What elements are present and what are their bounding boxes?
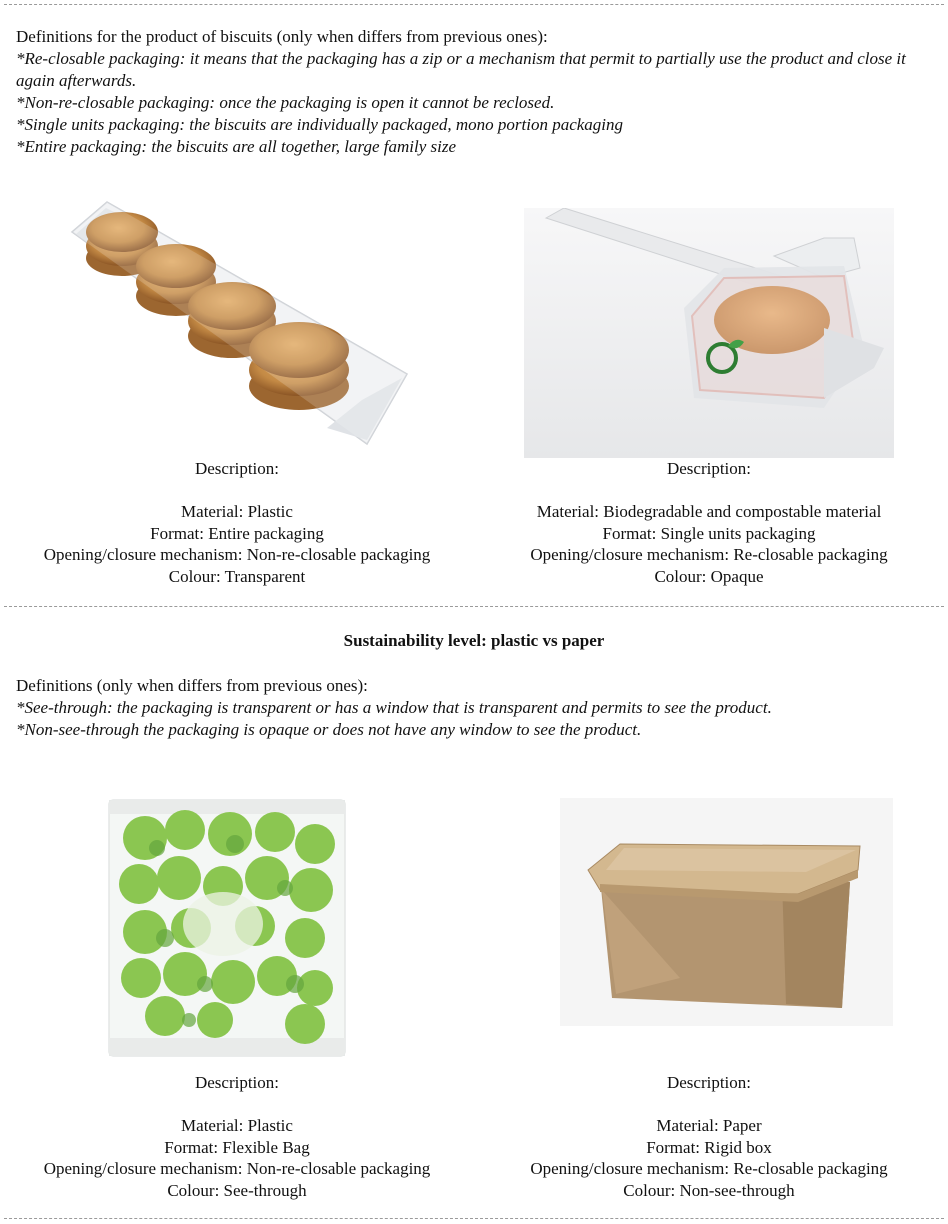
mechanism-text: Opening/closure mechanism: Re-closable packaging [530,545,888,564]
definition-entire-packaging: *Entire packaging: the biscuits are all together, large family size [16,137,457,156]
material-text: Material: Biodegradable and compostable material [536,502,882,521]
mechanism-text: Opening/closure mechanism: Non-re-closable packaging [43,545,431,564]
option4-description [474,1072,944,1201]
mechanism-text: Opening/closure mechanism: Re-closable packaging [530,1159,888,1178]
definition-re-closable: *Re-closable packaging: it means that the packaging has a zip or a mechanism that permit to partially use the product and close it again afterwards. [16,49,906,90]
description-label: Description: [194,459,280,478]
salad-plastic-bag-image [105,798,349,1060]
material-text: Material: Plastic [181,1116,293,1135]
divider [4,606,944,607]
colour-text: Colour: See-through [167,1180,307,1200]
paper-box-image [560,798,893,1026]
mechanism-text: Opening/closure mechanism: Non-re-closable packaging [43,1159,431,1178]
description-label: Description: [194,1073,280,1092]
definitions-title: Definitions for the product of biscuits (only when differs from previous ones): [16,27,548,46]
format-text: Format: Flexible Bag [164,1137,310,1157]
section1-definitions [16,26,936,158]
colour-text: Colour: Non-see-through [623,1180,795,1200]
material-text: Material: Paper [656,1116,762,1135]
format-text: Format: Rigid box [646,1137,772,1157]
option1-description [2,458,472,587]
section2-definitions [16,675,936,741]
description-label: Description: [666,459,752,478]
divider [4,4,944,5]
option2-description [474,458,944,587]
colour-text: Colour: Opaque [654,566,764,586]
section-heading: Sustainability level: plastic vs paper [343,631,605,650]
definition-non-see-through: *Non-see-through the packaging is opaque or does not have any window to see the product. [16,720,642,739]
definitions-title: Definitions (only when differs from previous ones): [16,676,368,695]
option3-description [2,1072,472,1201]
definition-single-units: *Single units packaging: the biscuits are individually packaged, mono portion packaging [16,115,624,134]
colour-text: Colour: Transparent [168,566,306,586]
description-label: Description: [666,1073,752,1092]
divider [4,1218,944,1219]
definition-non-re-closable: *Non-re-closable packaging: once the packaging is open it cannot be reclosed. [16,93,555,112]
biscuit-compostable-pack-image [524,208,894,458]
biscuits-plastic-tray-image [62,196,412,446]
format-text: Format: Single units packaging [602,523,816,543]
format-text: Format: Entire packaging [150,523,324,543]
definition-see-through: *See-through: the packaging is transparent or has a window that is transparent and permits to see the product. [16,698,772,717]
material-text: Material: Plastic [181,502,293,521]
